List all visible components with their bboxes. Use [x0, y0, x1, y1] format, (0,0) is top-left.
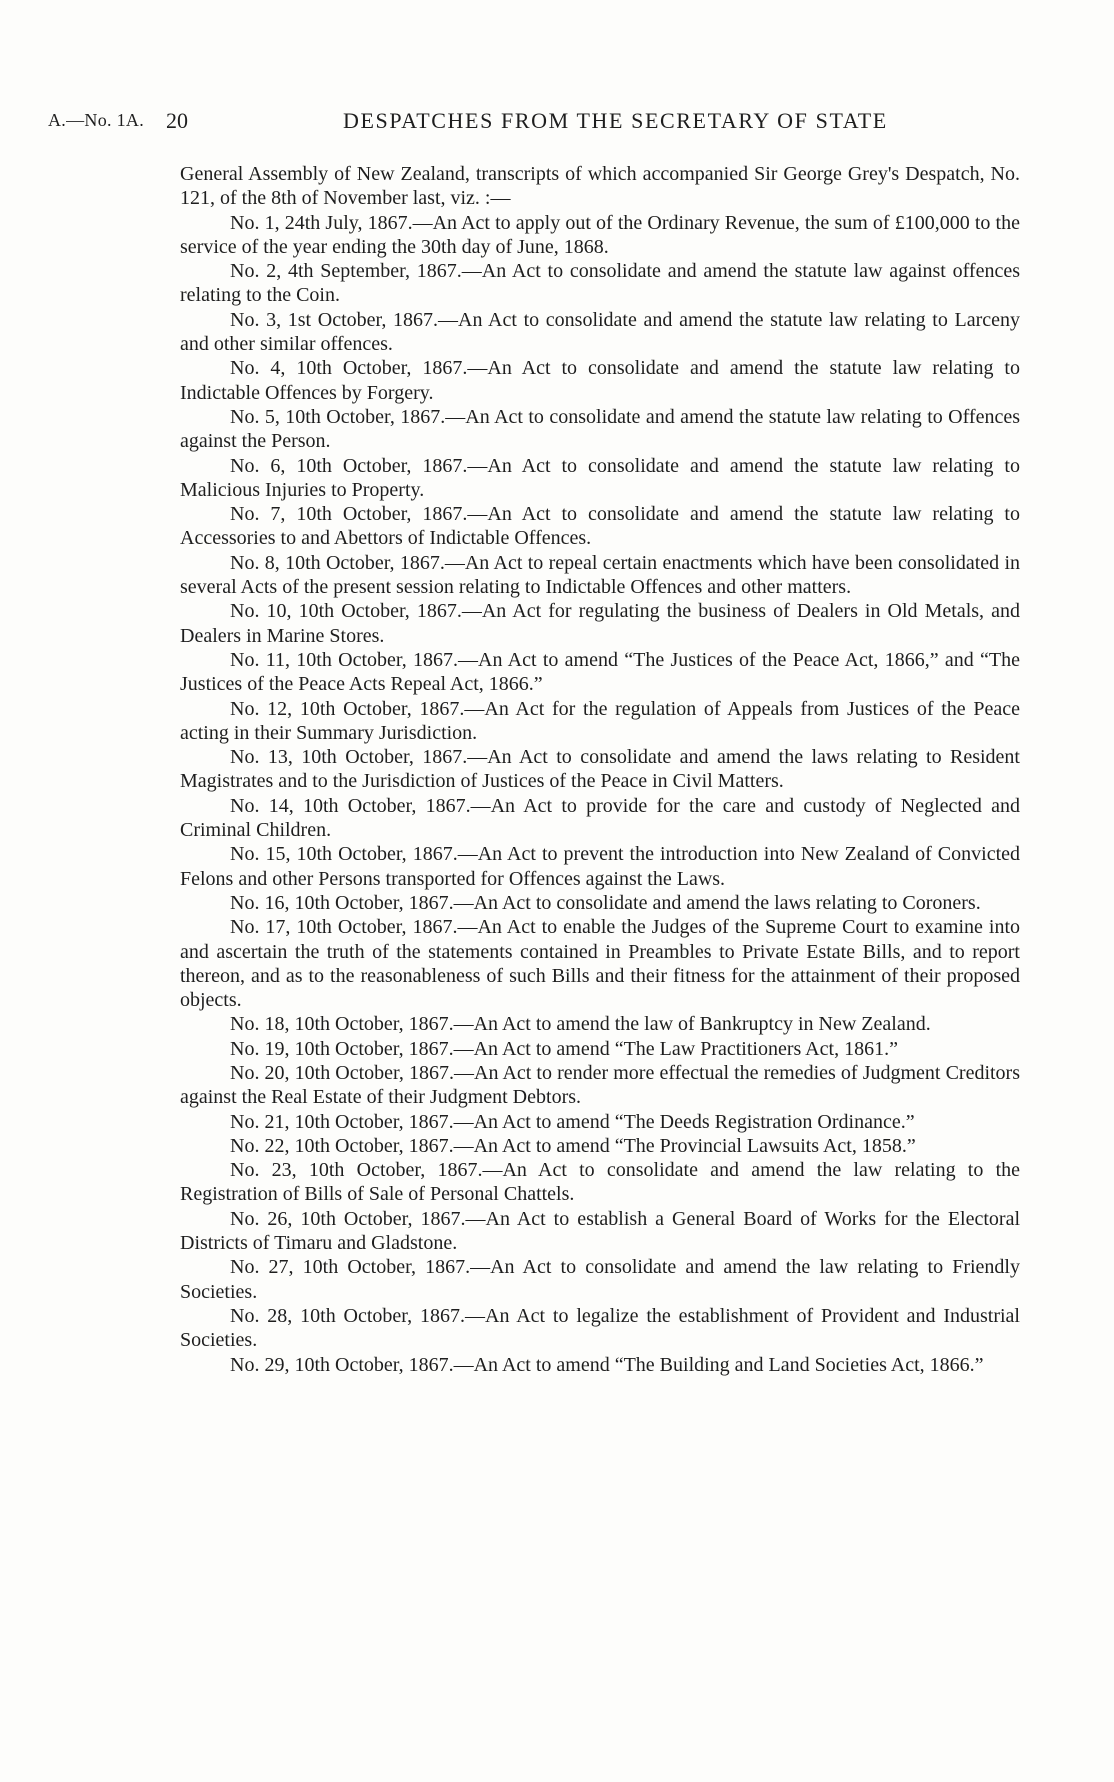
intro-paragraph: General Assembly of New Zealand, transcripts of which accompanied Sir George Grey's Despatch, No. 121, of the 8th of November last, viz. :— — [180, 163, 1020, 210]
act-entry: No. 15, 10th October, 1867.—An Act to prevent the introduction into New Zealand of Convicted Felons and other Persons transported for Offences against the Laws. — [180, 843, 1020, 890]
act-entry: No. 13, 10th October, 1867.—An Act to consolidate and amend the laws relating to Resident Magistrates and to the Jurisdiction of Justices of the Peace in Civil Matters. — [180, 746, 1020, 793]
document-reference: A.—No. 1A. — [48, 110, 144, 130]
act-list — [180, 162, 1020, 1377]
act-entry: No. 1, 24th July, 1867.—An Act to apply out of the Ordinary Revenue, the sum of £100,000 to the service of the year ending the 30th day of June, 1868. — [180, 211, 1020, 258]
acts-container — [180, 211, 1020, 1377]
act-entry: No. 11, 10th October, 1867.—An Act to amend “The Justices of the Peace Act, 1866,” and “The Justices of the Peace Acts Repeal Act, 1866.” — [180, 648, 1020, 696]
act-entry: No. 23, 10th October, 1867.—An Act to consolidate and amend the law relating to the Registration of Bills of Sale of Personal Chattels. — [180, 1159, 1020, 1206]
act-entry: No. 2, 4th September, 1867.—An Act to consolidate and amend the statute law against offences relating to the Coin. — [180, 260, 1020, 307]
act-entry: No. 28, 10th October, 1867.—An Act to legalize the establishment of Provident and Industrial Societies. — [180, 1304, 1020, 1352]
act-entry: No. 17, 10th October, 1867.—An Act to enable the Judges of the Supreme Court to examine into and ascertain the truth of the statements contained in Preambles to Private Estate Bills, and to report thereon, and as to the reasonableness of such Bills and their fitness for the attainment of their proposed objects. — [180, 916, 1020, 1012]
act-entry: No. 8, 10th October, 1867.—An Act to repeal certain enactments which have been consolidated in several Acts of the present session relating to Indictable Offences and other matters. — [180, 551, 1020, 599]
page-header — [48, 108, 1064, 138]
act-entry: No. 20, 10th October, 1867.—An Act to render more effectual the remedies of Judgment Creditors against the Real Estate of their Judgment Debtors. — [180, 1061, 1020, 1109]
act-entry: No. 10, 10th October, 1867.—An Act for regulating the business of Dealers in Old Metals, and Dealers in Marine Stores. — [180, 600, 1020, 647]
act-entry: No. 18, 10th October, 1867.—An Act to amend the law of Bankruptcy in New Zealand. — [230, 1013, 931, 1036]
act-entry: No. 6, 10th October, 1867.—An Act to consolidate and amend the statute law relating to Malicious Injuries to Property. — [180, 454, 1020, 501]
act-entry: No. 3, 1st October, 1867.—An Act to consolidate and amend the statute law relating to Larceny and other similar offences. — [180, 308, 1020, 356]
act-entry: No. 27, 10th October, 1867.—An Act to consolidate and amend the law relating to Friendly Societies. — [180, 1256, 1020, 1303]
act-entry: No. 26, 10th October, 1867.—An Act to establish a General Board of Works for the Electoral Districts of Timaru and Gladstone. — [180, 1207, 1020, 1255]
act-entry: No. 19, 10th October, 1867.—An Act to amend “The Law Practitioners Act, 1861.” — [230, 1037, 898, 1060]
act-entry: No. 4, 10th October, 1867.—An Act to consolidate and amend the statute law relating to Indictable Offences by Forgery. — [180, 357, 1020, 404]
act-entry: No. 22, 10th October, 1867.—An Act to amend “The Provincial Lawsuits Act, 1858.” — [230, 1134, 916, 1157]
act-entry: No. 16, 10th October, 1867.—An Act to consolidate and amend the laws relating to Coroners. — [230, 891, 981, 914]
act-entry: No. 5, 10th October, 1867.—An Act to consolidate and amend the statute law relating to Offences against the Person. — [180, 405, 1020, 453]
page-number: 20 — [166, 108, 188, 133]
act-entry: No. 12, 10th October, 1867.—An Act for the regulation of Appeals from Justices of the Peace acting in their Summary Jurisdiction. — [180, 697, 1020, 744]
act-entry: No. 7, 10th October, 1867.—An Act to consolidate and amend the statute law relating to Accessories to and Abettors of Indictable Offences. — [180, 503, 1020, 550]
act-entry: No. 21, 10th October, 1867.—An Act to amend “The Deeds Registration Ordinance.” — [230, 1110, 915, 1133]
act-entry: No. 14, 10th October, 1867.—An Act to provide for the care and custody of Neglected and Criminal Children. — [180, 794, 1020, 842]
act-entry: No. 29, 10th October, 1867.—An Act to amend “The Building and Land Societies Act, 1866.” — [230, 1353, 984, 1376]
running-title: DESPATCHES FROM THE SECRETARY OF STATE — [343, 108, 888, 133]
